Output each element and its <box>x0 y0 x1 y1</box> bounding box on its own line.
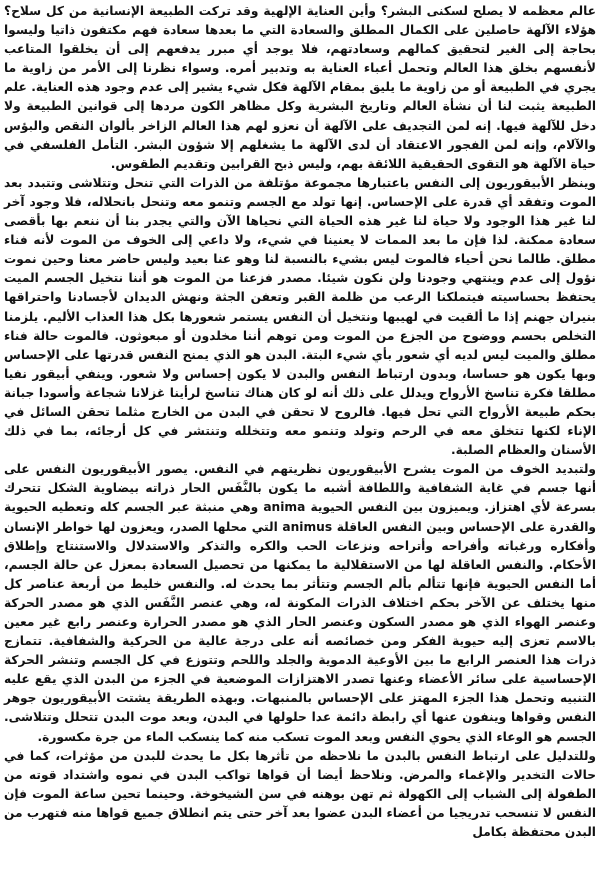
body-paragraph-3: ولتبديد الخوف من الموت يشرح الأبيقوريون نظريتهم في النفس. يصور الأبيقوريون النفس على أنها جسم في غاية الشفافية واللطافة أشبه ما يكون بالنَّفَس الحار ذراته بيضاوية الشكل تتحرك بسرعة لأي اهتزاز. ويميزون بين النفس الحيوية anima وهي منبثة عبر الجسم كله وتعطيه الحيوية والقدرة على الإحساس وبين النفس العاقلة animus التي محلها الصدر، ويعزون لها خواطر الإنسان وأفكاره ورغباته وأفراحه وأتراحه ونزعات الحب والكره والتذكر والاستدلال والاستنتاج وإطلاق الأحكام. والنفس العاقلة لها من الاستقلالية ما يمكنها من تحصيل السعادة بمعزل عن حالة الجسم، أما النفس الحيوية فإنها تتألم بألم الجسم وتتأثر بما يحدث له. والنفس خليط من أربعة عناصر كل منها يختلف عن الآخر بحكم اختلاف الذرات المكونة له، وهي عنصر النَّفَس الذي هو مصدر الحركة وعنصر الهواء الذي هو مصدر السكون وعنصر الحار الذي هو مصدر الحرارة وعنصر رابع غير معين بالاسم تعزى إليه حيوية الفكر ومن خصائصه أنه على درجة عالية من الحركية والشفافية. تتمازج ذرات هذا العنصر الرابع ما بين الأوعية الدموية والجلد واللحم وتتوزع في كل الجسم وتنشر الحركة الإحساسية على سائر الأعضاء وعنها تصدر الاهتزازات الموضعية في الجزء من البدن الذي يقع عليه التنبيه وتحمل هذا الجزء المهتز على الإحساس بالمنبهات. وبهذه الطريقة يشتت الأبيقوريون جوهر النفس وقواها وينفون عنها أي رابطة دائمة عدا حلولها في البدن، وبعد موت البدن تتحلل وتتلاشى. الجسم هو الوعاء الذي يحوي النفس وبعد الموت تسكب منه كما ينسكب الماء من جرة مكسورة. <box>4 462 597 744</box>
body-paragraph-1: عالم معظمه لا يصلح لسكنى البشر؟ وأين العناية الإلهية وقد تركت الطبيعة الإنسانية من كل سلاح؟ هؤلاء الآلهة حاصلين على الكمال المطلق والسعادة التي ما بعدها سعادة فهم مكتفون ذاتيا وليسوا بحاجة إلى الغير لتحقيق كمالهم وسعادتهم، فلا يوجد أي مبرر يدفعهم إلى أن يخلقوا المتاعب لأنفسهم بخلق هذا العالم وتحمل أعباء العناية به وتدبير أمره. وسواء نظرنا إلى الأمر من زاوية ما يجري في الطبيعة أو من زاوية ما يليق بمقام الآلهة فكل شيء يشير إلى عدم وجود هذه العناية. علم الطبيعة يثبت لنا أن نشأة العالم وتاريخ البشرية وكل مظاهر الكون مردها إلى قوانين الطبيعة ولا دخل للآلهة فيها. إنه لمن التجديف على الآلهة أن نعزو لهم هذا العالم الزاخر بألوان النقص والبؤس والآلام، وإنه لمن الفجور الاعتقاد أن لدى الآلهة ما يشغلهم إلا شؤون البشر. التأمل الفلسفي في حياة الآلهة هو التقوى الحقيقية اللائقة بهم، وليس ذبح القرابين وتقديم الطقوس. <box>4 4 596 171</box>
body-paragraph-2: وينظر الأبيقوريون إلى النفس باعتبارها مجموعة مؤتلفة من الذرات التي تنحل وتتلاشى وتتبدد بعد الموت وتفقد أي قدرة على الإحساس. إنها تولد مع الجسم وتنمو معه وتنحل بانحلاله، فلا وجود آخر لنا غير هذا الوجود ولا حياة لنا غير هذه الحياة التي نحياها الآن والتي يجدر بنا أن ننعم بها بأقصى سعادة ممكنة. لذا فإن ما بعد الممات لا يعنينا في شيء، ولا داعي إلى الخوف من الموت لأنه فناء مطلق. طالما نحن أحياء فالموت ليس بشيء بالنسبة لنا وهو عنا بعيد وليس حاضر معنا وحين نموت نؤول إلى عدم وينتهي وجودنا ولن نكون شيئا. مصدر فزعنا من الموت هو أننا نتخيل الجسم الميت يحتفظ بحساسيته فيتملكنا الرعب من ظلمة القبر وتعفن الجثة ونهش الديدان لأجسادنا واحتراقها بنيران جهنم إذا ما ألقيت في لهيبها ونتخيل أن النفس يستمر شعورها بكل هذا العذاب الأليم. يلزمنا التخلص بحسم ووضوح من الجزع من الموت ومن توهم أننا مخلدون أو مبعوثون. فالموت حالة فناء مطلق والميت ليس لديه أي شعور بأي شيء البتة. البدن هو الذي يمنح النفس قدرتها على الإحساس وبها يكون هو حساسا، وبدون ارتباط النفس والبدن لا يكون إحساس ولا شعور. وينفي أبيقور نفيا مطلقا فكرة تناسخ الأرواح ويدلل على ذلك أنه لو كان هناك تناسخ لرأينا غزلانا شجاعة وأسودا جبانة بحكم طبيعة الأرواح التي تحل فيها. فالروح لا تحقن في البدن من الخارج مثلما تحقن السائل في الإناء لكنها تتخلق معه في الرحم وتولد وتنمو معه وتتخلله وتنتشر في كل أرجائه، بما في ذلك الأسنان والعظام الصلبة. <box>4 175 596 458</box>
body-paragraph-4: وللتدليل على ارتباط النفس بالبدن ما نلاحظه من تأثرها بكل ما يحدث للبدن من مؤثرات، كما في حالات التخدير والإغماء والمرض. ونلاحظ أيضا أن قواها تواكب البدن في نموه واشتداد قوته من الطفولة إلى الشباب إلى الكهولة ثم تهن بوهنه في سن الشيخوخة. وحينما تحين ساعة الموت فإن النفس لا تنسحب تدريجيا من أعضاء البدن عضوا بعد آخر حتى يتم انطلاق جميع قواها منه فتهرب من البدن محتفظة بكامل <box>4 748 596 840</box>
